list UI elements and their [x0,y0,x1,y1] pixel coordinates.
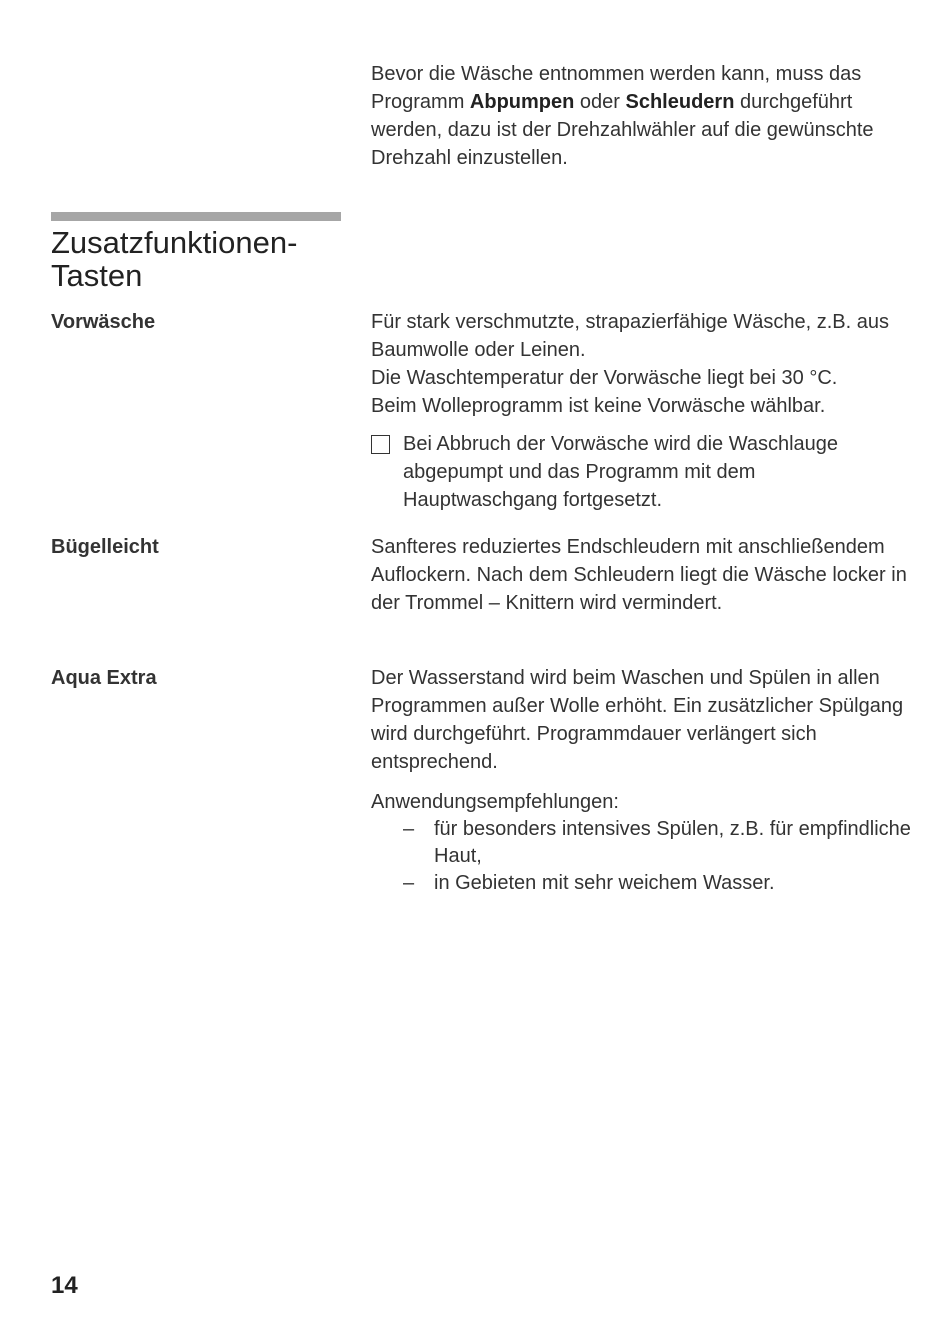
recommendations-list [371,816,911,897]
vorwaesche-note-text: Bei Abbruch der Vorwäsche wird die Waschlauge abgepumpt und das Programm mit dem Hauptwaschgang fortgesetzt. [403,433,839,511]
intro-paragraph [371,60,911,172]
vorwaesche-line2: Die Waschtemperatur der Vorwäsche liegt bei 30 °C. [371,367,838,389]
label-vorwaesche: Vorwäsche [51,311,156,333]
vorwaesche-line1: Für stark verschmutzte, strapazierfähige Wäsche, z.B. aus Baumwolle oder Leinen. [371,311,889,361]
recommendation-2: in Gebieten mit sehr weichem Wasser. [434,872,775,894]
section-divider [51,212,341,221]
label-aqua-extra: Aqua Extra [51,667,157,689]
section-title-line1: Zusatzfunktionen- [51,225,298,260]
vorwaesche-note [371,430,911,514]
dash-bullet: – [403,818,415,840]
section-title [51,226,297,292]
intro-text-1: Bevor die Wäsche entnommen werden kann, muss das Programm [371,63,862,113]
schleudern-keyword: Schleudern [625,91,735,113]
intro-text-2: oder [574,91,626,113]
dash-bullet: – [403,872,415,894]
label-buegelleicht: Bügelleicht [51,536,159,558]
vorwaesche-line3: Beim Wolleprogramm ist keine Vorwäsche wählbar. [371,395,826,417]
section-title-line2: Tasten [51,258,143,293]
abpumpen-keyword: Abpumpen [469,91,575,113]
buegelleicht-description: Sanfteres reduziertes Endschleudern mit anschließendem Auflockern. Nach dem Schleudern liegt die Wäsche locker in der Trommel – Knittern wird vermindert. [371,536,907,614]
list-item [371,870,911,897]
page-number: 14 [51,1272,78,1299]
aqua-extra-text: Der Wasserstand wird beim Waschen und Spülen in allen Programmen außer Wolle erhöht. Ein zusätzlicher Spülgang wird durchgeführt. Programmdauer verlängert sich entsprechend. [371,667,904,773]
aqua-extra-description [371,664,911,897]
list-item [371,816,911,870]
intro-text-3: durchgeführt werden, dazu ist der Drehzahlwähler auf die gewünschte Drehzahl einzustellen. [371,91,874,169]
vorwaesche-description [371,308,911,514]
recommendation-1: für besonders intensives Spülen, z.B. für empfindliche Haut, [434,818,911,867]
note-box-icon [371,435,390,454]
recommendations-heading: Anwendungsempfehlungen: [371,791,619,813]
